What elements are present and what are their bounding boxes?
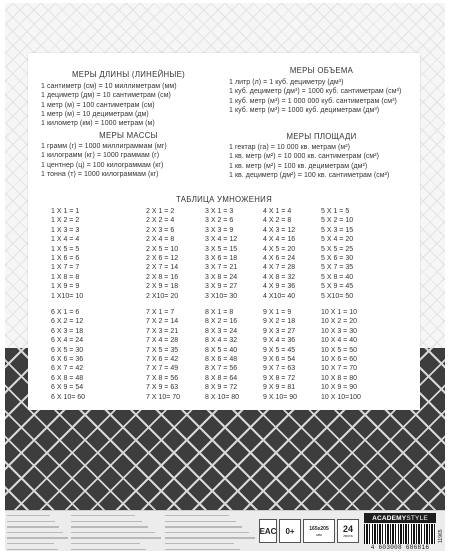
mult-cell: 2 X 7 = 14 xyxy=(146,264,179,272)
mult-cell: 6 X 8 = 48 xyxy=(51,374,84,382)
area-line: 1 гектар (га) = 10 000 кв. метрам (м²) xyxy=(229,144,351,152)
mult-cell: 4 X 2 = 8 xyxy=(263,217,292,225)
mult-cell: 10 X 6 = 60 xyxy=(321,356,358,364)
mult-column xyxy=(263,207,295,301)
mult-cell: 3 X 7 = 21 xyxy=(205,264,238,272)
mult-cell: 4 X 8 = 32 xyxy=(263,273,296,281)
volume-line: 1 куб. дециметр (дм³) = 1000 куб. сантиметрам (см³) xyxy=(229,88,402,96)
length-line: 1 дециметр (дм) = 10 сантиметрам (см) xyxy=(41,92,171,100)
mult-cell: 7 X 8 = 56 xyxy=(146,374,179,382)
length-title: МЕРЫ ДЛИНЫ (ЛИНЕЙНЫЕ) xyxy=(71,70,186,79)
mult-cell: 10 X 10=100 xyxy=(321,393,361,401)
mult-cell: 6 X 4 = 24 xyxy=(51,337,84,345)
fineprint-line xyxy=(71,521,163,526)
mult-cell: 1 X 3 = 3 xyxy=(51,226,80,234)
mult-cell: 3 X 1 = 3 xyxy=(205,208,234,215)
mult-cell: 1 X 8 = 8 xyxy=(51,273,80,281)
mult-cell: 6 X 5 = 30 xyxy=(51,346,84,354)
mult-cell: 4 X 5 = 20 xyxy=(263,245,296,253)
mult-column xyxy=(51,308,85,402)
area-line: 1 кв. метр (м²) = 10 000 кв. сантиметрам (см²) xyxy=(229,153,380,161)
fineprint-line xyxy=(165,543,257,548)
mult-cell: 9 X 8 = 72 xyxy=(263,374,296,382)
barcode xyxy=(364,524,436,544)
fineprint-line xyxy=(165,526,257,531)
area-measures xyxy=(229,132,414,180)
mult-cell: 8 X 2 = 16 xyxy=(205,318,238,326)
mult-cell: 2 X10= 20 xyxy=(146,292,179,300)
mult-column xyxy=(146,207,178,301)
mult-column xyxy=(205,207,237,301)
format-size: 165х205 xyxy=(309,525,329,532)
fineprint-line xyxy=(165,537,257,542)
brand-logo xyxy=(364,513,436,523)
mult-cell: 8 X 1 = 8 xyxy=(205,309,234,316)
mult-cell: 8 X 6 = 48 xyxy=(205,356,238,364)
sheets-unit: листа xyxy=(343,534,353,538)
mult-cell: 5 X 3 = 15 xyxy=(321,226,354,234)
mult-cell: 3 X10= 30 xyxy=(205,292,238,300)
fineprint-line xyxy=(165,515,257,520)
mult-cell: 4 X 4 = 16 xyxy=(263,236,296,244)
reference-panel xyxy=(28,53,420,410)
volume-line: 1 литр (л) = 1 куб. дециметру (дм³) xyxy=(229,79,344,87)
mult-cell: 4 X 1 = 4 xyxy=(263,208,292,215)
mult-cell: 10 X 7 = 70 xyxy=(321,365,358,373)
mult-cell: 9 X 1 = 9 xyxy=(263,309,292,316)
mass-line: 1 килограмм (кг) = 1000 граммам (г) xyxy=(41,152,160,160)
mult-cell: 5 X 5 = 25 xyxy=(321,245,354,253)
mult-cell: 2 X 1 = 2 xyxy=(146,208,175,215)
mult-cell: 6 X 6 = 36 xyxy=(51,356,84,364)
brand-light: STYLE xyxy=(406,514,428,522)
mult-cell: 7 X 4 = 28 xyxy=(146,337,179,345)
volume-title: МЕРЫ ОБЪЕМА xyxy=(289,66,354,75)
fineprint-line xyxy=(7,526,69,531)
volume-measures xyxy=(229,66,414,115)
mult-cell: 10 X 9 = 90 xyxy=(321,384,358,392)
sheets-badge xyxy=(337,519,359,543)
mult-cell: 6 X 3 = 18 xyxy=(51,327,84,335)
mult-cell: 3 X 9 = 27 xyxy=(205,283,238,291)
sheets-count: 24 xyxy=(342,524,353,534)
mult-cell: 7 X 9 = 63 xyxy=(146,384,179,392)
mass-line: 1 центнер (ц) = 100 килограммам (кг) xyxy=(41,161,164,169)
mult-cell: 7 X 6 = 42 xyxy=(146,356,179,364)
brand-bold: ACADEMY xyxy=(372,514,407,522)
mult-cell: 9 X 6 = 54 xyxy=(263,356,296,364)
eac-mark: EAC xyxy=(259,519,277,543)
fineprint-line xyxy=(71,549,163,550)
mult-cell: 10 X 3 = 30 xyxy=(321,327,358,335)
mult-column xyxy=(263,308,297,402)
mult-cell: 8 X 9 = 72 xyxy=(205,384,238,392)
area-line: 1 кв. метр (м²) = 100 кв. дециметрам (дм²) xyxy=(229,162,368,170)
mult-cell: 5 X 4 = 20 xyxy=(321,236,354,244)
mult-cell: 9 X 4 = 36 xyxy=(263,337,296,345)
barcode-digits: 4 603008 686816 xyxy=(370,544,430,551)
mult-cell: 4 X 9 = 36 xyxy=(263,283,296,291)
mult-cell: 1 X 4 = 4 xyxy=(51,236,80,244)
fineprint-line xyxy=(71,543,163,548)
multiplication-title: ТАБЛИЦА УМНОЖЕНИЯ xyxy=(175,195,272,204)
length-line: 1 километр (км) = 1000 метрам (м) xyxy=(41,120,155,128)
length-line: 1 сантиметр (см) = 10 миллиметрам (мм) xyxy=(41,83,177,91)
mult-cell: 10 X 8 = 80 xyxy=(321,374,358,382)
fineprint-line xyxy=(165,549,257,550)
mult-cell: 9 X 10= 90 xyxy=(263,393,298,401)
mult-column xyxy=(321,207,353,301)
age-rating-badge: 0+ xyxy=(279,519,301,543)
mult-cell: 7 X 2 = 14 xyxy=(146,318,179,326)
mult-cell: 7 X 5 = 35 xyxy=(146,346,179,354)
mult-cell: 1 X10= 10 xyxy=(51,292,84,300)
mass-title: МЕРЫ МАССЫ xyxy=(99,131,158,140)
mult-cell: 4 X 3 = 12 xyxy=(263,226,296,234)
fineprint-block xyxy=(7,514,69,550)
mult-cell: 3 X 2 = 6 xyxy=(205,217,234,225)
fineprint-line xyxy=(71,537,163,542)
fineprint-line xyxy=(7,532,69,537)
mult-cell: 1 X 5 = 5 xyxy=(51,245,80,253)
mult-cell: 9 X 9 = 81 xyxy=(263,384,296,392)
mult-cell: 2 X 5 = 10 xyxy=(146,245,179,253)
mult-cell: 3 X 8 = 24 xyxy=(205,273,238,281)
mass-measures xyxy=(41,131,216,179)
length-line: 1 метр (м) = 10 дециметрам (дм) xyxy=(41,110,149,118)
mult-cell: 6 X 10= 60 xyxy=(51,393,86,401)
mult-cell: 9 X 5 = 45 xyxy=(263,346,296,354)
mult-cell: 10 X 5 = 50 xyxy=(321,346,358,354)
format-unit: мм xyxy=(316,531,322,537)
mult-cell: 1 X 6 = 6 xyxy=(51,255,80,263)
mult-cell: 1 X 2 = 2 xyxy=(51,217,80,225)
fineprint-line xyxy=(165,521,257,526)
mult-cell: 8 X 4 = 32 xyxy=(205,337,238,345)
fineprint-line xyxy=(71,526,163,531)
fineprint-block xyxy=(165,514,257,550)
mult-cell: 10 X 1 = 10 xyxy=(321,309,358,316)
mult-cell: 2 X 9 = 18 xyxy=(146,283,179,291)
fineprint-line xyxy=(165,532,257,537)
mult-cell: 6 X 9 = 54 xyxy=(51,384,84,392)
mult-cell: 3 X 4 = 12 xyxy=(205,236,238,244)
mult-cell: 2 X 4 = 8 xyxy=(146,236,175,244)
mult-cell: 5 X 2 = 10 xyxy=(321,217,354,225)
mult-cell: 1 X 9 = 9 xyxy=(51,283,80,291)
mult-cell: 5 X 8 = 40 xyxy=(321,273,354,281)
mult-cell: 10 X 4 = 40 xyxy=(321,337,358,345)
notebook-back-cover xyxy=(5,3,445,551)
mult-cell: 6 X 7 = 42 xyxy=(51,365,84,373)
mult-cell: 5 X 7 = 35 xyxy=(321,264,354,272)
mult-column xyxy=(321,308,361,402)
mult-cell: 9 X 2 = 18 xyxy=(263,318,296,326)
mult-cell: 5 X 1 = 5 xyxy=(321,208,350,215)
mult-cell: 6 X 1 = 6 xyxy=(51,309,80,316)
fineprint-block xyxy=(71,514,163,550)
area-line: 1 кв. дециметр (дм²) = 100 кв. сантиметрам (см²) xyxy=(229,171,390,179)
mass-line: 1 грамм (г) = 1000 миллиграммам (мг) xyxy=(41,143,167,151)
mult-cell: 7 X 7 = 49 xyxy=(146,365,179,373)
mult-cell: 8 X 5 = 40 xyxy=(205,346,238,354)
mult-cell: 3 X 6 = 18 xyxy=(205,255,238,263)
length-line: 1 метр (м) = 100 сантиметрам (см) xyxy=(41,101,155,109)
mult-cell: 7 X 1 = 7 xyxy=(146,309,175,316)
mult-cell: 5 X10= 50 xyxy=(321,292,354,300)
volume-line: 1 куб. метр (м³) = 1 000 000 куб. сантиметрам (см³) xyxy=(229,97,397,105)
mult-cell: 2 X 8 = 16 xyxy=(146,273,179,281)
mult-cell: 4 X 6 = 24 xyxy=(263,255,296,263)
length-measures xyxy=(41,70,216,128)
mult-cell: 1 X 1 = 1 xyxy=(51,208,80,215)
mult-cell: 8 X 10= 80 xyxy=(205,393,240,401)
mult-column xyxy=(205,308,239,402)
info-strip xyxy=(5,510,445,551)
mult-cell: 6 X 2 = 12 xyxy=(51,318,84,326)
mult-cell: 3 X 5 = 15 xyxy=(205,245,238,253)
fineprint-line xyxy=(71,532,163,537)
mult-cell: 9 X 3 = 27 xyxy=(263,327,296,335)
mult-cell: 4 X10= 40 xyxy=(263,292,296,300)
mult-cell: 5 X 9 = 45 xyxy=(321,283,354,291)
mult-cell: 7 X 10= 70 xyxy=(146,393,181,401)
mult-cell: 1 X 7 = 7 xyxy=(51,264,80,272)
mult-cell: 9 X 7 = 63 xyxy=(263,365,296,373)
sku-code: 11965 xyxy=(438,529,444,543)
fineprint-line xyxy=(7,537,69,542)
fineprint-line xyxy=(7,543,69,548)
mult-cell: 5 X 6 = 30 xyxy=(321,255,354,263)
mult-cell: 10 X 2 = 20 xyxy=(321,318,358,326)
mass-line: 1 тонна (т) = 1000 килограммам (кг) xyxy=(41,170,159,178)
mult-column xyxy=(146,308,180,402)
area-title: МЕРЫ ПЛОЩАДИ xyxy=(286,132,357,141)
fineprint-line xyxy=(7,549,69,550)
format-badge xyxy=(303,519,335,543)
fineprint-line xyxy=(7,515,69,520)
mult-cell: 7 X 3 = 21 xyxy=(146,327,179,335)
mult-cell: 8 X 3 = 24 xyxy=(205,327,238,335)
mult-cell: 8 X 8 = 64 xyxy=(205,374,238,382)
fineprint-line xyxy=(71,515,163,520)
fineprint-line xyxy=(7,521,69,526)
mult-column xyxy=(51,207,83,301)
mult-cell: 4 X 7 = 28 xyxy=(263,264,296,272)
mult-cell: 2 X 3 = 6 xyxy=(146,226,175,234)
volume-line: 1 куб. метр (м³) = 1000 куб. дециметрам (дм³) xyxy=(229,106,380,114)
mult-cell: 8 X 7 = 56 xyxy=(205,365,238,373)
mult-cell: 2 X 2 = 4 xyxy=(146,217,175,225)
mult-cell: 3 X 3 = 9 xyxy=(205,226,234,234)
mult-cell: 2 X 6 = 12 xyxy=(146,255,179,263)
